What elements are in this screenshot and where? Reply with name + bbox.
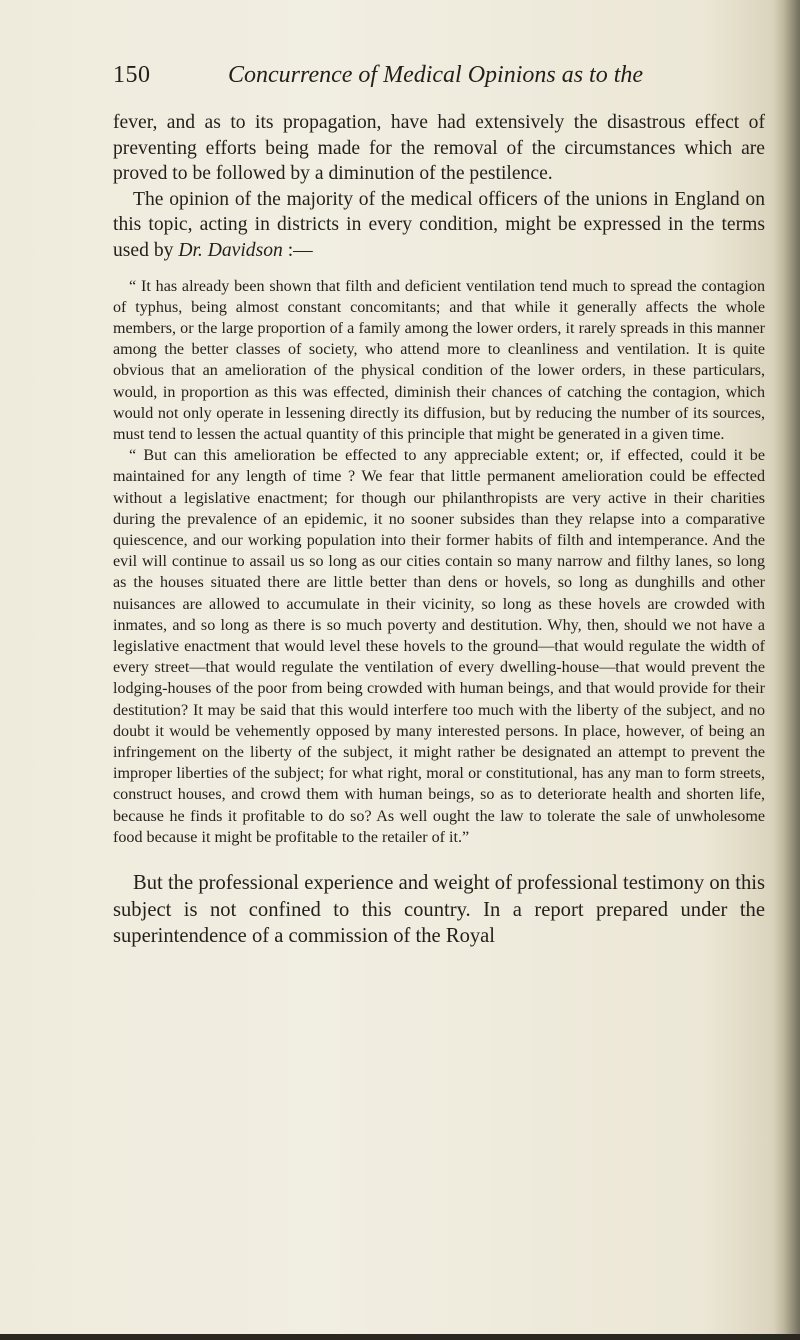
quote-paragraph-1: “ It has already been shown that filth and deficient ventilation tend much to spread the contagion of typhus, being almost constant concomitants; and that while it generally affects the whole members, or the large proportion of a family among the lower orders, it rarely spreads in this manner among the better classes of society, who attend more to cleanliness and ventilation. It is quite obvious that an amelioration of the physical condition of the lower orders, in these particulars, would, in proportion as this was effected, diminish their chances of catching the contagion, which would not only operate in lessening directly its diffusion, but by reducing the number of its sources, must tend to lessen the actual quantity of this principle that might be generated in a given time. (113, 277, 765, 443)
paragraph-2-tail: :— (282, 239, 313, 261)
paragraph-2-text: The opinion of the majority of the medical officers of the unions in England on this topic, acting in districts in every condition, might be expressed in the terms used by (113, 188, 765, 261)
page-number: 150 (113, 62, 151, 88)
paragraph-1: fever, and as to its propagation, have had extensively the disastrous effect of preventing efforts being made for the removal of the circumstances which are proved to be followed by a diminution of the pestilence. (113, 112, 765, 185)
cited-author: Dr. Davidson (178, 239, 283, 261)
block-quote (113, 276, 765, 848)
page-edge-shadow (774, 0, 800, 1340)
running-head: Concurrence of Medical Opinions as to the (228, 62, 644, 88)
body-text (113, 110, 765, 950)
page-bottom-edge (0, 1334, 800, 1340)
closing-paragraph: But the professional experience and weight of professional testimony on this subject is not confined to this country. In a report prepared under the superintendence of a commission of the Royal (113, 872, 765, 948)
page-header (113, 62, 753, 96)
quote-paragraph-2: “ But can this amelioration be effected to any appreciable extent; or, if effected, could it be maintained for any length of time ? We fear that little permanent amelioration could be effected without a legislative enactment; for though our philanthropists are very active in their charities during the prevalence of an epidemic, it no sooner subsides than they relapse into a comparative quiescence, and our working population into their former habits of filth and intemperance. And the evil will continue to assail us so long as our cities contain so many narrow and filthy lanes, so long as the houses situated there are little better than dens or hovels, so long as dunghills and other nuisances are allowed to accumulate in their vicinity, so long as these hovels are crowded with inmates, and so long as there is so much poverty and destitution. Why, then, should we not have a legislative enactment that would level these hovels to the ground—that would regulate the width of every street—that would regulate the ventilation of every dwelling-house—that would prevent the lodging-houses of the poor from being crowded with human beings, and that would provide for their destitution? It may be said that this would interfere too much with the liberty of the subject, and no doubt it would be vehemently opposed by many interested persons. In place, however, of being an infringement on the liberty of the subject, it might rather be designated an attempt to prevent the improper liberties of the subject; for what right, moral or constitutional, has any man to form streets, construct houses, and crowd them with human beings, so as to deteriorate health and shorten life, because he finds it profitable to do so? As well ought the law to tolerate the sale of unwholesome food because it might be profitable to the retailer of it.” (113, 447, 765, 846)
paragraph-gap (113, 848, 765, 870)
paragraph-2 (113, 187, 765, 264)
